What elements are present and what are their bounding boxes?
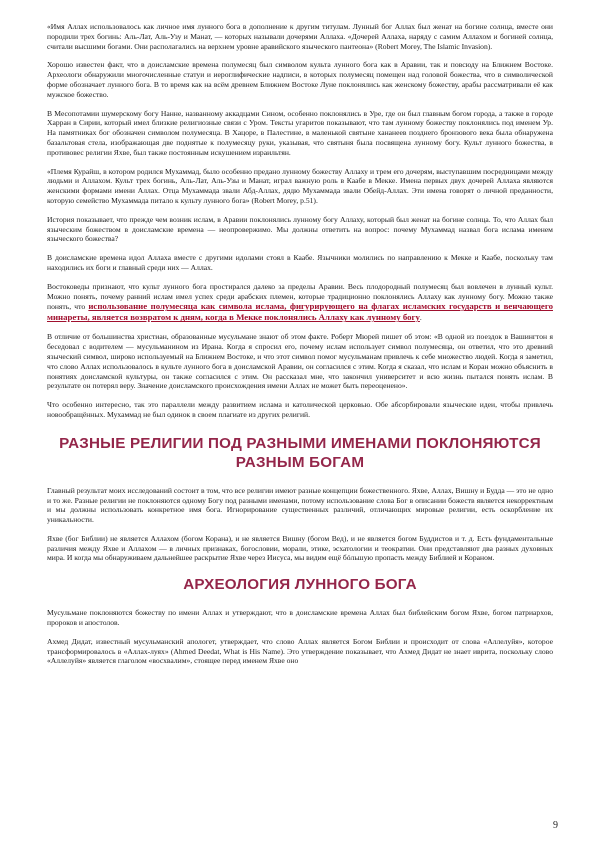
- paragraph-allah-moon-god-quote: «Имя Аллах использовалось как личное имя лунного бога в дополнение к другим титулам. Лунный бог Аллах был женат на богине солнца, вместе они породили трех богинь: Аль-Лат, Аль-Узу и Манат, — которых называли дочерями Аллаха. «Дочерей Аллаха, наряду с самим Аллахом и богиней солнца, считали высшими богами. Они располагались на верхнем уровне аравийского языческого пантеона» (Robert Morey, The Islamic Invasion).: [47, 22, 553, 51]
- paragraph-muslims-worship: Мусульмане поклоняются божеству по имени Аллах и утверждают, что в доисламские времена Аллах был библейским богом Яхве, богом патриархов, пророков и апостолов.: [47, 608, 553, 628]
- paragraph-history: История показывает, что прежде чем возник ислам, в Аравии поклонялись лунному богу Аллаху, который был женат на богине солнца. То, что Аллах был языческим божеством в доисламские времена — неопровержимо. Мы должны ответить на вопрос: почему Мухаммад назвал бога ислама именем языческого божества?: [47, 214, 553, 244]
- paragraph-parallels: Что особенно интересно, так это параллели между развитием ислама и католической церковью. Обе абсорбировали языческие идеи, чтобы привлечь новообращённых. Мухаммад не был одинок в своем плагиате из других религий.: [47, 400, 553, 419]
- paragraph-kaaba-idols: В доисламские времена идол Аллаха вместе с другими идолами стоял в Каабе. Язычники молились по направлению к Мекке и Каабе, поскольку там находились их боги и главный среди них — Аллах.: [47, 253, 553, 272]
- paragraph-main-result: Главный результат моих исследований состоит в том, что все религии имеют разные концепции божественного. Яхве, Аллах, Вишну и Будда — это не одно и то же. Разные религии не поклоняются одному Богу под разными именами, потому использование слова Бог в описании божеств является некорректным и мы должны использовать конкретное имя бога. Игнорирование существенных различий, отличающих мировые религии, есть оскорбление их уникальности.: [47, 485, 553, 525]
- paragraph-yahweh-not-allah: Яхве (бог Библии) не является Аллахом (богом Корана), и не является Вишну (богом Вед), и не является богом Буддистов и т. д. Есть фундаментальные различия между Яхве и Аллахом — в личных признаках, богословии, морали, этике, эсхатологии и теократии. Они представляют два разных духовных мира. И когда мы обнаруживаем дальнейшее раскрытие Яхве через Иисуса, мы видим ещё бóльшую пропасть между Библией и Кораном.: [47, 533, 553, 563]
- paragraph-orientalists: [47, 282, 553, 324]
- section-heading-archaeology: АРХЕОЛОГИЯ ЛУННОГО БОГА: [183, 576, 417, 594]
- section-heading-different-religions: РАЗНЫЕ РЕЛИГИИ ПОД РАЗНЫМИ ИМЕНАМИ ПОКЛОНЯЮТСЯ РАЗНЫМ БОГАМ: [59, 434, 541, 471]
- paragraph-ahmed-deedat: Ахмед Дидат, известный мусульманский апологет, утверждает, что слово Аллах является Богом Библии и происходит от слова «Аллелуйя», которое трансформировалось в «Аллах-луях» (Ahmed Deedat, What is His Name). Это утверждение показывает, что Ахмед Дидат не знает иврита, поскольку слово «Аллелуйя» является глаголом «восхвалим», стоящее перед именем Яхве оно: [47, 636, 553, 666]
- paragraph-orientalists-text: Востоковеды признают, что культ лунного бога простирался далеко за пределы Аравии. Весь плодородный полумесяц был вовлечен в лунный культ. Можно понять, почему ранний ислам имел успех среди арабских племен, которые традиционно поклонялись Аллаху как лунному богу. Можно также понять, что: [47, 281, 553, 312]
- paragraph-robert-morey: В отличие от большинства христиан, образованные мусульмане знают об этом факте. Роберт Мюрей пишет об этом: «В одной из поездок в Вашингтон я беседовал с водителем — мусульманином из Ирана. Когда я спросил его, почему ислам использует символ полумесяца, он ответил, что это древний языческий символ, широко используемый на Ближнем Востоке, и что этот символ помог мусульманам привлечь к себе множество людей. Когда я заметил, что слово Аллах использовалось в культе лунного бога в доисламской Аравии, он согласился с этим. Когда я сказал, что ислам и Коран можно объяснить в понятиях доисламской культуры, он также согласился с этим. Он рассказал мне, что закончил университет и всю жизнь пытался понять ислам. В результате он потерял веру. Значение доисламского происхождения имени Аллах не может быть переоценено».: [47, 332, 553, 391]
- paragraph-quraysh-quote: «Племя Курайш, в котором родился Мухаммад, было особенно предано лунному божеству Аллаху и трем его дочерям, выступавшим посредницами между людьми и Аллахом. Культ трех богинь, Аль-Лат, Аль-Узы и Манат, играл важную роль в Каабе в Мекке. Имена первых двух дочерей Аллаха являются женскими формами имени Аллах. Отца Мухаммада звали Абд-Аллах, дядю Мухаммада звали Обейд-Аллах. Эти имена говорят о личной преданности, которую семейство Мухаммада питало к культу лунного бога» (Robert Morey, p.51).: [47, 166, 553, 205]
- highlighted-statement: использование полумесяца как символа ислама, фигурирующего на флагах исламских государств и венчающего минареты, является возвратом к дням, когда в Мекке поклонялись Аллаху как лунному богу: [47, 301, 553, 323]
- paragraph-orientalists-end: .: [419, 313, 422, 323]
- paragraph-mesopotamia: В Месопотамии шумерскому богу Нанне, названному аккадцами Сином, особенно поклонялись в Уре, где он был главным богом города, а также в городе Харран в Сирии, который имел близкие религиозные связи с Уром. Тексты угаритов показывают, что там лунному божеству поклонялись под именем Ур. На памятниках бог обозначен символом полумесяца. В Хацоре, в Палестине, в маленькой святыне хананеев позднего бронзового века была обнаружена базальтовая стела, изображающая две поднятые к полумесяцу руки, указывая, что святыня была посвящена лунному богу. Культ лунного божества, в противовес религии Яхве, был также постоянным искушением израильтян.: [47, 108, 553, 157]
- paragraph-crescent-symbol: Хорошо известен факт, что в доисламские времена полумесяц был символом культа лунного бога как в Аравии, так и повсюду на Ближнем Востоке. Археологи обнаружили многочисленные статуи и иероглифические надписи, в которых полумесяц помещен над головой божества, что в символической форме обозначает лунного бога. В то время как на всём древнем Ближнем Востоке Луне поклонялись как женскому божеству, арабы рассматривали её как мужское божество.: [47, 60, 553, 99]
- page-number: 9: [553, 820, 558, 831]
- page-content: [47, 22, 553, 675]
